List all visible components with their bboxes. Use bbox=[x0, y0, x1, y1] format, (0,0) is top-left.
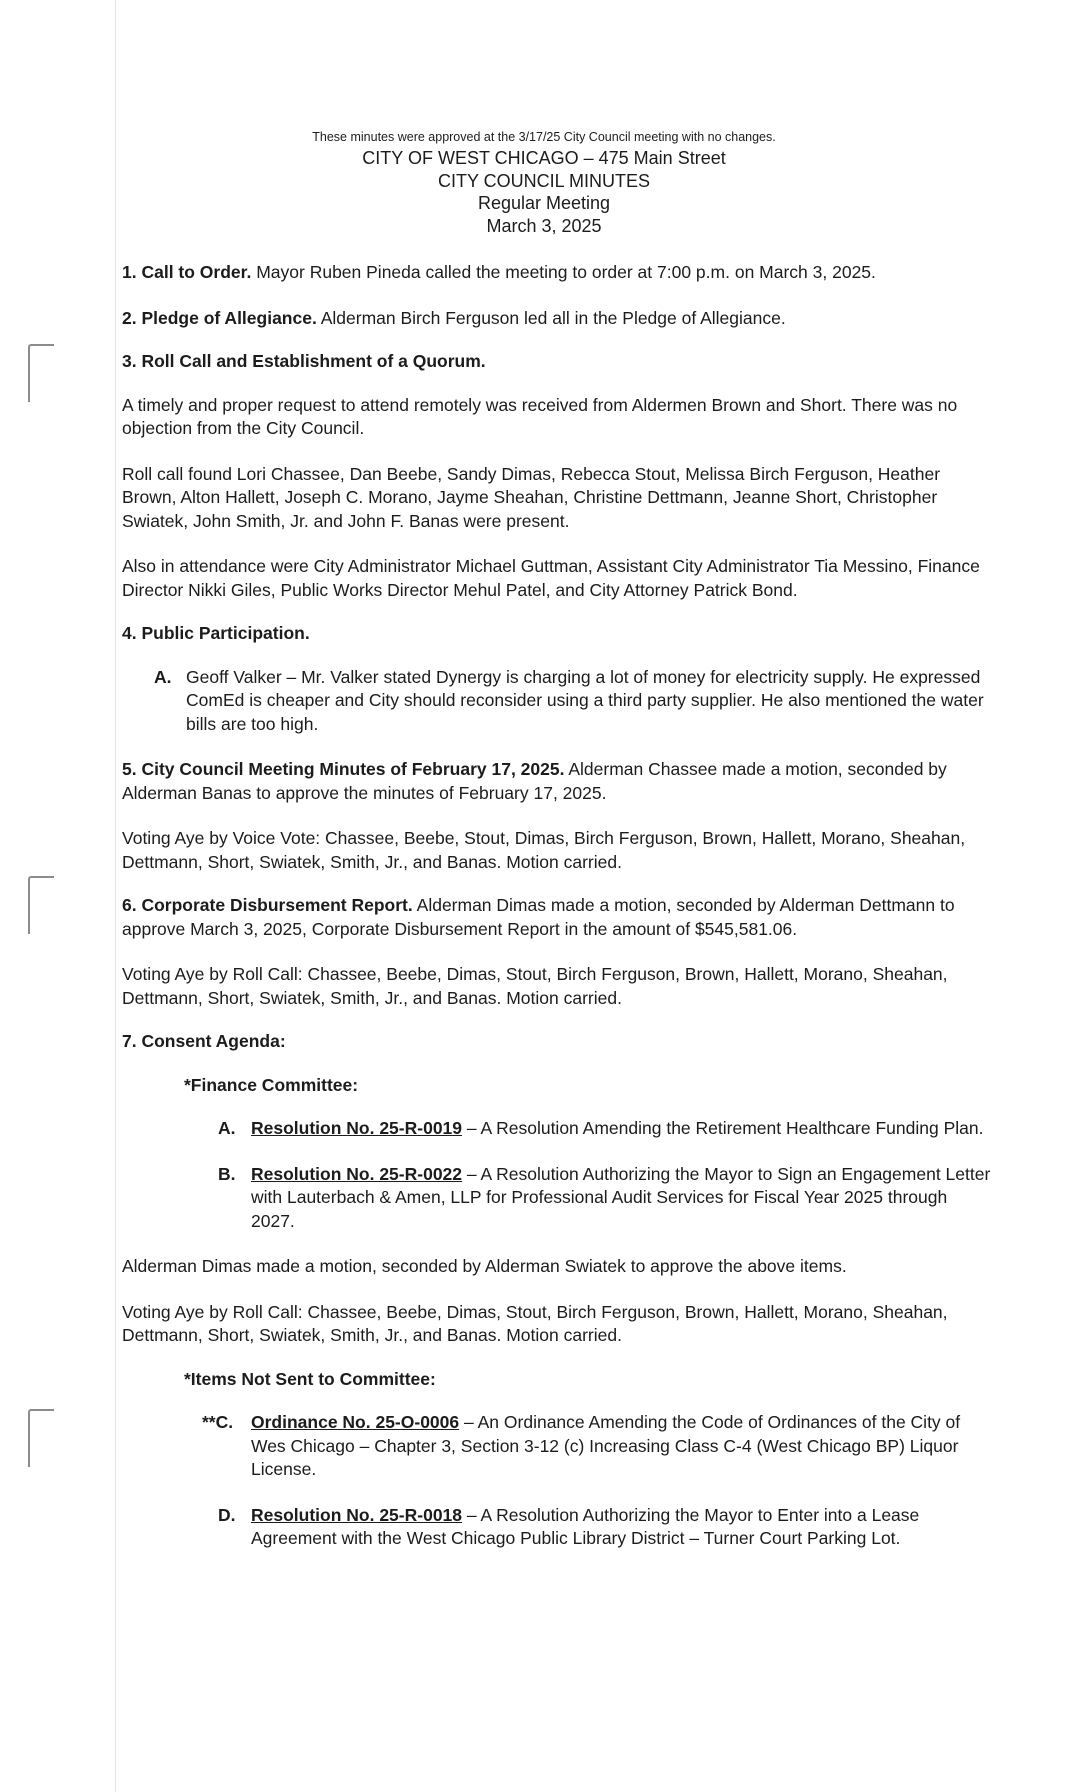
punch-mark bbox=[28, 344, 54, 402]
remote-attendance-text: A timely and proper request to attend remotely was received from Aldermen Brown and Short. There was no objection from the City Council. bbox=[122, 394, 958, 438]
section-heading: 3. Roll Call and Establishment of a Quorum. bbox=[122, 351, 486, 371]
document-header bbox=[0, 128, 1088, 237]
section-heading: 7. Consent Agenda: bbox=[122, 1031, 286, 1051]
meeting-date: March 3, 2025 bbox=[486, 215, 602, 236]
section-text: Alderman Chassee made a motion, seconded by Alderman Banas to approve the minutes of February 17, 2025. bbox=[122, 759, 947, 803]
resolution-reference: Resolution No. 25-R-0018 bbox=[251, 1504, 463, 1525]
item-letter: D. bbox=[218, 1504, 236, 1525]
consent-item-d bbox=[122, 1504, 992, 1551]
resolution-reference: Resolution No. 25-R-0022 bbox=[251, 1163, 463, 1184]
section-heading: 4. Public Participation. bbox=[122, 623, 310, 643]
item-text: – A Resolution Authorizing the Mayor to Sign an Engagement Letter with Lauterbach & Amen, LLP for Professional Audit Services for Fiscal Year 2025 through 2027. bbox=[251, 1163, 991, 1231]
attendance-text: Also in attendance were City Administrator Michael Guttman, Assistant City Administrator Tia Messino, Finance Director Nikki Giles, Public Works Director Mehul Patel, and City Attorney Patrick Bond. bbox=[122, 556, 980, 600]
finance-committee-heading: *Finance Committee: bbox=[184, 1074, 359, 1095]
section-meeting-minutes bbox=[122, 758, 992, 805]
punch-mark bbox=[28, 1409, 54, 1467]
item-text: Geoff Valker – Mr. Valker stated Dynergy is charging a lot of money for electricity supply. He expressed ComEd is cheaper and City should reconsider using a third party supplier. He also mentioned the water bills are too high. bbox=[186, 666, 984, 734]
approval-note: These minutes were approved at the 3/17/25 City Council meeting with no changes. bbox=[312, 130, 776, 144]
consent-motion-text: Alderman Dimas made a motion, seconded by Alderman Swiatek to approve the above items. bbox=[122, 1256, 847, 1276]
city-address: CITY OF WEST CHICAGO – 475 Main Street bbox=[362, 148, 726, 168]
document-title: CITY COUNCIL MINUTES bbox=[437, 170, 651, 191]
item-text: – A Resolution Authorizing the Mayor to Enter into a Lease Agreement with the West Chicago Public Library District – Turner Court Parking Lot. bbox=[251, 1504, 920, 1548]
section-roll-call-heading bbox=[122, 350, 992, 374]
public-participation-item bbox=[122, 666, 992, 737]
item-letter: **C. bbox=[202, 1412, 234, 1432]
section-text: Alderman Birch Ferguson led all in the Pledge of Allegiance. bbox=[316, 307, 786, 328]
item-letter: A. bbox=[154, 666, 172, 687]
meeting-type: Regular Meeting bbox=[477, 193, 611, 213]
section-public-participation bbox=[122, 622, 992, 646]
item-text: – An Ordinance Amending the Code of Ordinances of the City of Wes Chicago – Chapter 3, Section 3-12 (c) Increasing Class C-4 (West Chicago BP) Liquor License. bbox=[251, 1412, 961, 1479]
consent-vote-text: Voting Aye by Roll Call: Chassee, Beebe, Dimas, Stout, Birch Ferguson, Brown, Hallett, Morano, Sheahan, Dettmann, Short, Swiatek, Smith, Jr., and Banas. Motion carried. bbox=[122, 1301, 948, 1345]
consent-item-b bbox=[122, 1163, 992, 1234]
consent-item-a bbox=[122, 1117, 992, 1141]
roll-call-vote-text: Voting Aye by Roll Call: Chassee, Beebe, Dimas, Stout, Birch Ferguson, Brown, Hallett, Morano, Sheahan, Dettmann, Short, Swiatek, Smith, Jr., and Banas. Motion carried. bbox=[122, 964, 948, 1008]
item-letter: B. bbox=[218, 1163, 236, 1184]
section-heading: 6. Corporate Disbursement Report. bbox=[122, 895, 413, 915]
section-consent-agenda bbox=[122, 1030, 992, 1054]
voice-vote-text: Voting Aye by Voice Vote: Chassee, Beebe, Stout, Dimas, Birch Ferguson, Brown, Hallett, Morano, Sheahan, Dettmann, Short, Swiatek, Smith, Jr., and Banas. Motion carried. bbox=[122, 828, 966, 872]
section-text: Alderman Dimas made a motion, seconded by Alderman Dettmann to approve March 3, 2025, Corporate Disbursement Report in the amount of $545,581.06. bbox=[122, 895, 955, 939]
item-text: – A Resolution Amending the Retirement Healthcare Funding Plan. bbox=[462, 1118, 984, 1138]
section-call-to-order bbox=[122, 261, 992, 285]
resolution-reference: Resolution No. 25-R-0019 bbox=[251, 1118, 463, 1138]
section-heading: 2. Pledge of Allegiance. bbox=[122, 307, 317, 328]
section-heading: 5. City Council Meeting Minutes of February 17, 2025. bbox=[122, 759, 565, 779]
punch-mark bbox=[28, 876, 54, 934]
section-heading: 1. Call to Order. bbox=[122, 262, 252, 282]
section-disbursement-report bbox=[122, 894, 992, 941]
section-text: Mayor Ruben Pineda called the meeting to order at 7:00 p.m. on March 3, 2025. bbox=[251, 262, 876, 282]
not-sent-to-committee-heading: *Items Not Sent to Committee: bbox=[184, 1368, 436, 1389]
minutes-body bbox=[122, 261, 992, 1573]
consent-item-c bbox=[122, 1411, 992, 1482]
roll-call-text: Roll call found Lori Chassee, Dan Beebe, Sandy Dimas, Rebecca Stout, Melissa Birch Ferguson, Heather Brown, Alton Hallett, Joseph C. Morano, Jayme Sheahan, Christine Dettmann, Jeanne Short, Christopher Swiatek, John Smith, Jr. and John F. Banas were present. bbox=[122, 463, 941, 531]
page-edge-line bbox=[115, 0, 116, 1792]
section-pledge bbox=[122, 307, 992, 331]
item-letter: A. bbox=[218, 1118, 236, 1138]
ordinance-reference: Ordinance No. 25-O-0006 bbox=[251, 1412, 460, 1432]
